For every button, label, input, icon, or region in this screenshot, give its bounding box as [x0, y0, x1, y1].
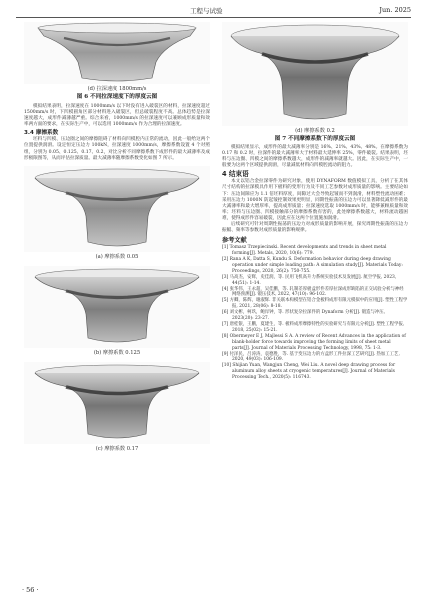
- journal-name: 工程与试验: [190, 7, 223, 15]
- paragraph-speed-result: 模拟结果表明，拉深速度在 1000mm/s 以下时没有进入破裂区的材料，拉深速度超过 1500mm/s 时，下凹模圆角区部分材料进入破裂区，但总破裂程度不高。总体趋势是拉深速度越大，成形件减薄越严重。综合来看，1000mm/s 的拉深速度可以兼顾成形质量和效率两方面的要求，在实际生产中，可以选用 1000mm/s 作为合理的拉深速度。: [24, 104, 210, 128]
- reference-item: [3] 马高杰，安辉，史佳润，等. 民用飞机高升力系统实验技术及发展[J]. 航空学报, 2023, 44(51): 1-14.: [222, 274, 397, 286]
- fig7-caption: 图 7 不同摩擦系数下的厚度云图: [274, 136, 356, 142]
- reference-item: [2] Rana A K, Datta S, Kundu S. Deformation behavior during deep drawing operation under simple loading path: A simulation study[J]. Materials Today: Proceedings, 2020, 26(2): 750-755.: [222, 257, 403, 274]
- paragraph-future-work: 后续研究可针对周期性振荡的压边力对成形质量的影响开展，探究周期性振荡的压边力振幅、频率等参数对成形质量的影响规律。: [222, 222, 408, 234]
- reference-item: [7] 唐桂银，王鹏，夏建生，等. 板料成形摩擦特性的实验研究与有限元分析[J]. 塑性工程学报, 2018, 25(02): 15-21.: [222, 322, 405, 333]
- fig7-a-simulation-image: [24, 166, 210, 252]
- paragraph-friction-setup: 坯料与凹模、压边圈之间的摩擦阻碍了材料向凹模腔内正常的流动，因此一般给这两个位置提供润滑。设定恒定压边力 100kN，拉深速度 1000mm/s，摩擦系数设置 4 个对照组，分别为 0.05、0.125、0.17、0.2，对比分析不同摩擦系数下成形件的最大减薄率及成形极限图等，从而评估拉深质量。最大减薄率随摩擦系数变化如图 7 所示。: [24, 137, 210, 161]
- section-4-heading: 4 结束语: [222, 170, 249, 179]
- reference-item: [8] Obermeyer E J, Majlessi S A. A review of Recent Advances in the application of blank-holder force towards improving the forming limits of sheet metal parts[J]. Journal of Materials Processing Technology, 1998, 75: 1-3.: [222, 333, 406, 351]
- right-column: [222, 20, 408, 381]
- reference-item: [1] Tomasz Trzepiecinski. Recent developments and trends in sheet metal forming[J]. Metals, 2020, 10(6): 779.: [222, 245, 387, 257]
- fig7-b-simulation-image: [24, 266, 210, 348]
- fig7-b-caption: (b) 摩擦系数 0.125: [93, 349, 141, 356]
- fig7-c-caption: (c) 摩擦系数 0.17: [95, 445, 139, 452]
- header-rule: [16, 17, 411, 18]
- fig6-d-caption: (d) 拉深速度 1800mm/s: [87, 86, 147, 92]
- page-number: · 56 ·: [22, 586, 39, 594]
- paragraph-friction-result: 模拟结果显示，成形件的最大减薄率分别是 16%、21%、43%、48%。在摩擦系数为 0.17 和 0.2 时，拉深件的最大减薄率大于材料最大延伸率 25%，零件破裂。结果表明，坯料与压边圈、凹模之间的摩擦系数越大，成形件的减薄率就越大。因此，在实际生产中，一般要为这两个区域提供润滑，尽量减低材料向凹模腔流动的阻力。: [222, 145, 408, 169]
- issue-date: Jun. 2025: [379, 6, 411, 14]
- fig6-d-simulation-image: [24, 22, 210, 84]
- reference-item: [10] Shijian Yuan, Wangjun Cheng, Wei Liu. A novel deep drawing process for aluminum alloy sheets at cryogenic temperatures[J]. Journal of Materials Processing Tech., 2020(5): 116743.: [222, 363, 396, 381]
- fig7-a-caption: (a) 摩擦系数 0.05: [95, 253, 139, 260]
- reference-item: [5] 方卿，陈辉，谢淑辉. 非关联本构模型在铝合金板料成形有限元模拟中的应用[J]. 塑性工程学报, 2021, 28(06): 8-18.: [222, 298, 408, 310]
- running-header: [0, 0, 427, 20]
- section-3-4-heading: 3.4 摩擦系数: [24, 130, 59, 137]
- left-column: [24, 20, 210, 453]
- references-heading: 参考文献: [222, 237, 247, 245]
- fig7-d-caption: (d) 摩擦系数 0.2: [295, 128, 335, 134]
- fig6-caption: 图 6 不同拉深速度下的厚度云图: [76, 94, 158, 100]
- reference-item: [9] 付泽民，吕涛涛，袁德胜，等. 基于变压边力的方盒形工件拉深工艺研究[J]. 热加工工艺, 2020, 49(03): 106-109.: [222, 351, 400, 363]
- fig7-d-simulation-image: [222, 22, 408, 126]
- fig7-c-simulation-image: [24, 362, 210, 444]
- reference-list: [222, 245, 408, 381]
- reference-item: [6] 刘文彬，柯玖，鲍岸钟，等. 形状复杂拉深件的 Dynaform 分析[J]. 锻造与冲压, 2023(20): 23-27.: [222, 310, 386, 322]
- reference-item: [4] 张华伟，王永超，吴佳鹏，等. 轧制差厚板盒形件差厚拉深成形缺陷的正交试验分析与神经网络预测[J]. 锻压技术, 2022, 47(10): 96-102.: [222, 286, 404, 298]
- paragraph-conclusion: 本文以铝合金拉深零件为研究对象，使用 DYNAFORM 数值模拟工具，分析了在其体尺寸结构的拉深模具作用下板料的变形行为及不同工艺参数对成形质量的影响。主要结论如下：压边间隙应为 1.1 倍坯料厚度，间隙过大会导致起皱而不到润滑，材料塑性流动困难；采用压边力 1000N 防起皱控制效果更明显，同期性振荡的压边力可以显著降低减形件的最大减薄率和最大增厚率，提高成形质量；拉深速度选取 1000mm/s 时，能够兼顾质量和效率；坯料与压边圈、凹模接触部分的摩擦系数有害的，此处摩擦系数越大，材料流动越困难，使得成形件容易破裂，因此应在这两个位置施加润滑。: [222, 179, 408, 221]
